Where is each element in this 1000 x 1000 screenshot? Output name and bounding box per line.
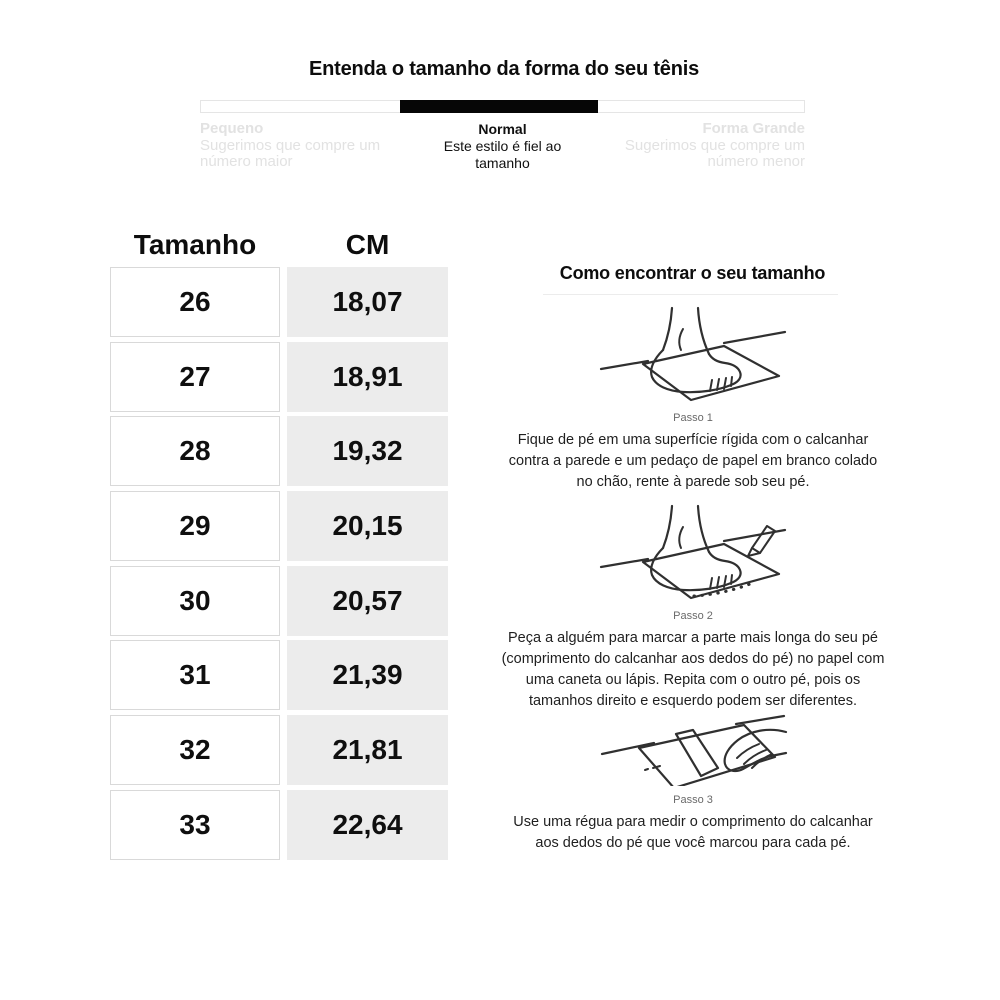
table-row: [110, 715, 448, 785]
column-header-cm: CM: [345, 229, 390, 260]
step-label: Passo 3: [673, 794, 713, 806]
fit-option-description: Sugerimos que compre um número menor: [624, 136, 805, 170]
step-instructions: Peça a alguém para marcar a parte mais longa do seu pé (comprimento do calcanhar aos dedos do pé) no papel com uma caneta ou lápis. Repita com o outro pé, pois os tamanhos direito e esquerdo podem ser diferentes.: [501, 630, 885, 709]
size-cell: 28: [110, 416, 280, 486]
fit-option-forma-grande: [610, 121, 805, 171]
step-label: Passo 1: [673, 412, 713, 424]
column-header-tamanho: Tamanho: [133, 229, 257, 260]
cm-cell: 19,32: [287, 416, 448, 486]
size-cell: 27: [110, 342, 280, 412]
step-label: Passo 2: [673, 610, 713, 622]
fit-option-label: Normal: [478, 121, 527, 137]
table-row: [110, 640, 448, 710]
size-table-header: [110, 224, 448, 266]
fit-option-description: Sugerimos que compre um número maior: [200, 136, 381, 170]
howto-step-3: [487, 710, 899, 854]
fit-slider-track: [200, 100, 805, 113]
howto-step-2: [487, 504, 899, 712]
howto-step-1: [487, 306, 899, 493]
cm-cell: 21,39: [287, 640, 448, 710]
size-cell: 31: [110, 640, 280, 710]
table-row: [110, 491, 448, 561]
size-cell: 29: [110, 491, 280, 561]
size-cell: 32: [110, 715, 280, 785]
fit-option-normal-selected: [423, 121, 583, 172]
cm-cell: 20,15: [287, 491, 448, 561]
cm-cell: 18,91: [287, 342, 448, 412]
foot-on-paper-illustration-icon: [598, 306, 788, 404]
size-table: [110, 267, 448, 865]
step-instructions: Fique de pé em uma superfície rígida com o calcanhar contra a parede e um pedaço de papel em branco colado no chão, rente à parede sob seu pé.: [508, 432, 878, 490]
cm-cell: 18,07: [287, 267, 448, 337]
cm-cell: 21,81: [287, 715, 448, 785]
fit-option-label: Forma Grande: [702, 120, 805, 137]
fit-slider-fill: [400, 100, 598, 113]
table-row: [110, 416, 448, 486]
table-row: [110, 342, 448, 412]
size-cell: 30: [110, 566, 280, 636]
divider: [543, 294, 838, 295]
cm-cell: 22,64: [287, 790, 448, 860]
fit-option-description: Este estilo é fiel ao tamanho: [443, 138, 562, 171]
fit-guide-title: Entenda o tamanho da forma do seu tênis: [308, 58, 700, 80]
table-row: [110, 267, 448, 337]
cm-cell: 20,57: [287, 566, 448, 636]
table-row: [110, 790, 448, 860]
howto-title: Como encontrar o seu tamanho: [559, 263, 826, 283]
step-instructions: Use uma régua para medir o comprimento do calcanhar aos dedos do pé que você marcou para cada pé.: [513, 814, 873, 851]
fit-option-pequeno: [200, 121, 395, 171]
fit-slider-labels: [200, 121, 805, 183]
table-row: [110, 566, 448, 636]
fit-option-label: Pequeno: [200, 120, 264, 137]
size-cell: 33: [110, 790, 280, 860]
size-cell: 26: [110, 267, 280, 337]
foot-marking-with-pencil-illustration-icon: [598, 504, 788, 602]
hand-measuring-with-ruler-illustration-icon: [598, 710, 788, 786]
